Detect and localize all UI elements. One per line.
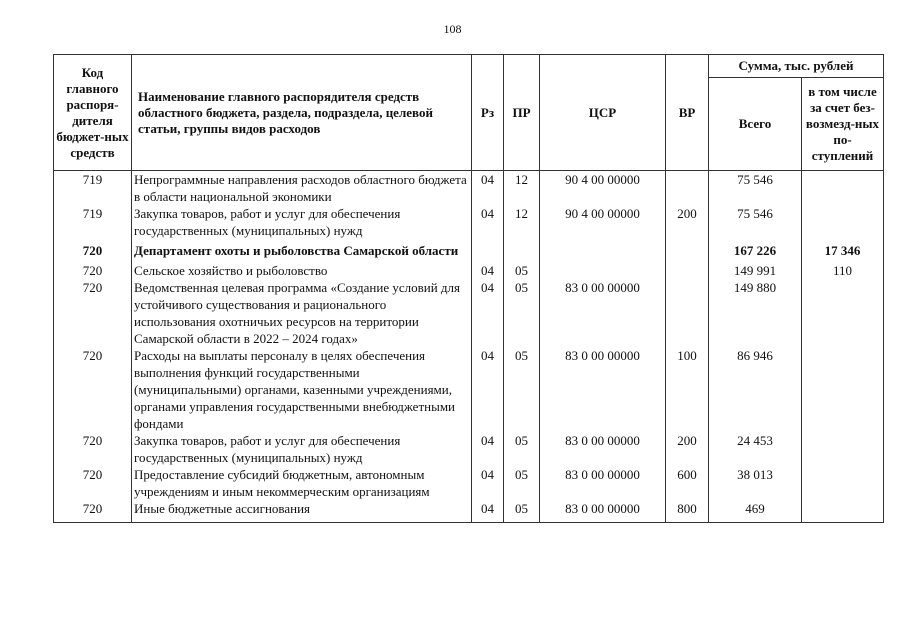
cell-grants: 110: [802, 259, 884, 279]
cell-rz: [472, 239, 504, 259]
header-sum-group: Сумма, тыс. рублей: [709, 55, 884, 78]
table-row: [54, 279, 884, 347]
cell-grants: [802, 500, 884, 523]
cell-vr: [666, 259, 709, 279]
cell-pr: 05: [504, 432, 540, 466]
cell-total: 75 546: [709, 171, 802, 206]
cell-vr: 100: [666, 347, 709, 432]
header-csr: ЦСР: [540, 55, 666, 171]
table-row: [54, 171, 884, 206]
cell-pr: 05: [504, 259, 540, 279]
cell-pr: 05: [504, 347, 540, 432]
cell-code: 720: [54, 466, 132, 500]
header-code: Код главного распоря-дителя бюджет-ных средств: [54, 55, 132, 171]
cell-code: 719: [54, 205, 132, 239]
cell-csr: 83 0 00 00000: [540, 279, 666, 347]
header-vr: ВР: [666, 55, 709, 171]
cell-total: 75 546: [709, 205, 802, 239]
cell-name: Иные бюджетные ассигнования: [132, 500, 472, 523]
cell-grants: [802, 171, 884, 206]
table-row: [54, 500, 884, 523]
cell-csr: 83 0 00 00000: [540, 466, 666, 500]
cell-grants: [802, 205, 884, 239]
cell-pr: 12: [504, 205, 540, 239]
cell-name: Ведомственная целевая программа «Создание условий для устойчивого существования и рационального использования охотничьих ресурсов на территории Самарской области в 2022 – 2024 годах»: [132, 279, 472, 347]
cell-pr: 05: [504, 500, 540, 523]
cell-rz: 04: [472, 500, 504, 523]
cell-code: 720: [54, 500, 132, 523]
table-row: [54, 205, 884, 239]
cell-rz: 04: [472, 347, 504, 432]
cell-name: Закупка товаров, работ и услуг для обеспечения государственных (муниципальных) нужд: [132, 205, 472, 239]
table-row: [54, 239, 884, 259]
cell-csr: 83 0 00 00000: [540, 432, 666, 466]
cell-name: Непрограммные направления расходов областного бюджета в области национальной экономики: [132, 171, 472, 206]
cell-total: 469: [709, 500, 802, 523]
cell-name: Сельское хозяйство и рыболовство: [132, 259, 472, 279]
budget-table: [53, 54, 884, 523]
header-pr: ПР: [504, 55, 540, 171]
cell-code: 720: [54, 347, 132, 432]
cell-code: 720: [54, 259, 132, 279]
cell-vr: [666, 239, 709, 259]
cell-vr: [666, 279, 709, 347]
cell-rz: 04: [472, 205, 504, 239]
cell-rz: 04: [472, 466, 504, 500]
cell-name: Расходы на выплаты персоналу в целях обеспечения выполнения функций государственными (муниципальными) органами, казенными учреждениями, органами управления государственными внебюджетными фондами: [132, 347, 472, 432]
table-row: [54, 466, 884, 500]
cell-total: 149 991: [709, 259, 802, 279]
cell-code: 720: [54, 432, 132, 466]
cell-csr: 83 0 00 00000: [540, 347, 666, 432]
cell-vr: 800: [666, 500, 709, 523]
cell-grants: [802, 432, 884, 466]
cell-csr: 83 0 00 00000: [540, 500, 666, 523]
cell-total: 167 226: [709, 239, 802, 259]
cell-code: 720: [54, 279, 132, 347]
table-row: [54, 259, 884, 279]
cell-rz: 04: [472, 279, 504, 347]
header-grants: в том числе за счет без-возмезд-ных по-ступлений: [802, 78, 884, 171]
cell-pr: 12: [504, 171, 540, 206]
cell-total: 38 013: [709, 466, 802, 500]
cell-grants: [802, 466, 884, 500]
cell-csr: 90 4 00 00000: [540, 171, 666, 206]
cell-total: 149 880: [709, 279, 802, 347]
cell-total: 86 946: [709, 347, 802, 432]
cell-code: 720: [54, 239, 132, 259]
cell-pr: 05: [504, 279, 540, 347]
cell-grants: 17 346: [802, 239, 884, 259]
header-total: Всего: [709, 78, 802, 171]
cell-name: Предоставление субсидий бюджетным, автономным учреждениям и иным некоммерческим организациям: [132, 466, 472, 500]
header-rz: Рз: [472, 55, 504, 171]
cell-pr: [504, 239, 540, 259]
cell-csr: 90 4 00 00000: [540, 205, 666, 239]
cell-rz: 04: [472, 259, 504, 279]
page-number: 108: [443, 22, 462, 36]
cell-csr: [540, 259, 666, 279]
table-body: [54, 171, 884, 523]
cell-rz: 04: [472, 171, 504, 206]
cell-name: Закупка товаров, работ и услуг для обеспечения государственных (муниципальных) нужд: [132, 432, 472, 466]
cell-vr: 200: [666, 205, 709, 239]
cell-rz: 04: [472, 432, 504, 466]
table-row: [54, 432, 884, 466]
cell-name: Департамент охоты и рыболовства Самарской области: [132, 239, 472, 259]
cell-grants: [802, 279, 884, 347]
cell-total: 24 453: [709, 432, 802, 466]
table-row: [54, 347, 884, 432]
cell-grants: [802, 347, 884, 432]
cell-vr: [666, 171, 709, 206]
cell-csr: [540, 239, 666, 259]
cell-vr: 200: [666, 432, 709, 466]
header-name: Наименование главного распорядителя средств областного бюджета, раздела, подраздела, целевой статьи, группы видов расходов: [132, 55, 472, 171]
cell-vr: 600: [666, 466, 709, 500]
cell-pr: 05: [504, 466, 540, 500]
cell-code: 719: [54, 171, 132, 206]
